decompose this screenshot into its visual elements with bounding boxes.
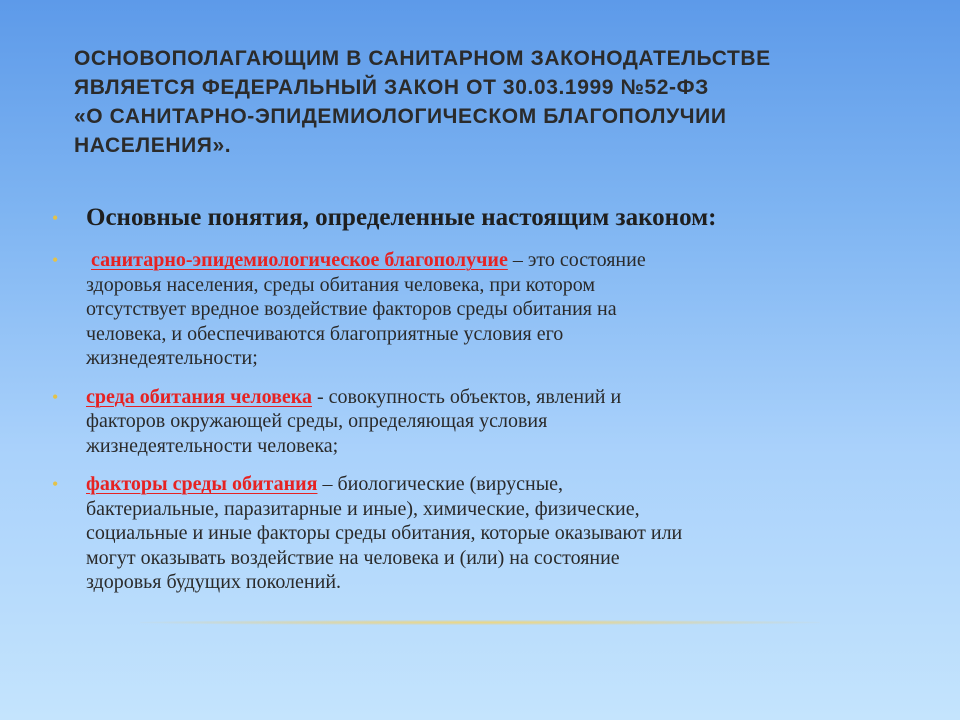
definition-first-line [86, 248, 912, 273]
definition-item [52, 472, 912, 595]
definition-text [86, 385, 912, 459]
definition-term: факторы среды обитания [86, 473, 318, 495]
title-line: ЯВЛЯЕТСЯ ФЕДЕРАЛЬНЫЙ ЗАКОН ОТ 30.03.1999 №52-ФЗ [74, 76, 709, 99]
definition-line: жизнедеятельности человека; [86, 434, 339, 457]
definition-line: социальные и иные факторы среды обитания, которые оказывают или [86, 522, 683, 544]
definition-line: бактериальные, паразитарные и иные), химические, физические, [86, 497, 640, 520]
heading-bullet [52, 202, 912, 234]
decorative-divider [140, 620, 820, 625]
bullet-dot-icon: • [52, 474, 59, 494]
definition-first-line [86, 385, 912, 410]
definition-rest: – это состояние [507, 249, 646, 271]
title-line: ОСНОВОПОЛАГАЮЩИМ В САНИТАРНОМ ЗАКОНОДАТЕЛЬСТВЕ [74, 47, 771, 70]
section-heading: Основные понятия, определенные настоящим законом: [86, 204, 717, 231]
definition-term: санитарно-эпидемиологическое благополучие [91, 249, 508, 271]
title-line: «О САНИТАРНО-ЭПИДЕМИОЛОГИЧЕСКОМ БЛАГОПОЛУЧИИ [74, 105, 727, 128]
definition-item [52, 248, 912, 371]
definition-line: здоровья населения, среды обитания человека, при котором [86, 273, 595, 296]
definition-line: человека, и обеспечиваются благоприятные условия его [86, 322, 564, 345]
title-line: НАСЕЛЕНИЯ». [74, 134, 232, 157]
bullet-dot-icon: • [52, 208, 59, 228]
definition-line: факторов окружающей среды, определяющая условия [86, 410, 548, 432]
definition-line: жизнедеятельности; [86, 347, 258, 369]
definition-rest: – биологические (вирусные, [317, 473, 564, 495]
bullet-dot-icon: • [52, 386, 59, 407]
bullet-dot-icon: • [52, 250, 59, 270]
definition-first-line [86, 472, 912, 497]
definition-item [52, 385, 912, 459]
definition-line: отсутствует вредное воздействие факторов среды обитания на [86, 298, 617, 320]
content-list [52, 202, 912, 595]
definition-text [86, 472, 912, 595]
definition-term: среда обитания человека [86, 385, 312, 408]
definition-line: могут оказывать воздействие на человека и (или) на состояние [86, 546, 620, 569]
definition-rest: - совокупность объектов, явлений и [311, 385, 622, 408]
slide-title [74, 44, 914, 160]
definition-line: здоровья будущих поколений. [86, 571, 342, 593]
definition-text [86, 248, 912, 371]
